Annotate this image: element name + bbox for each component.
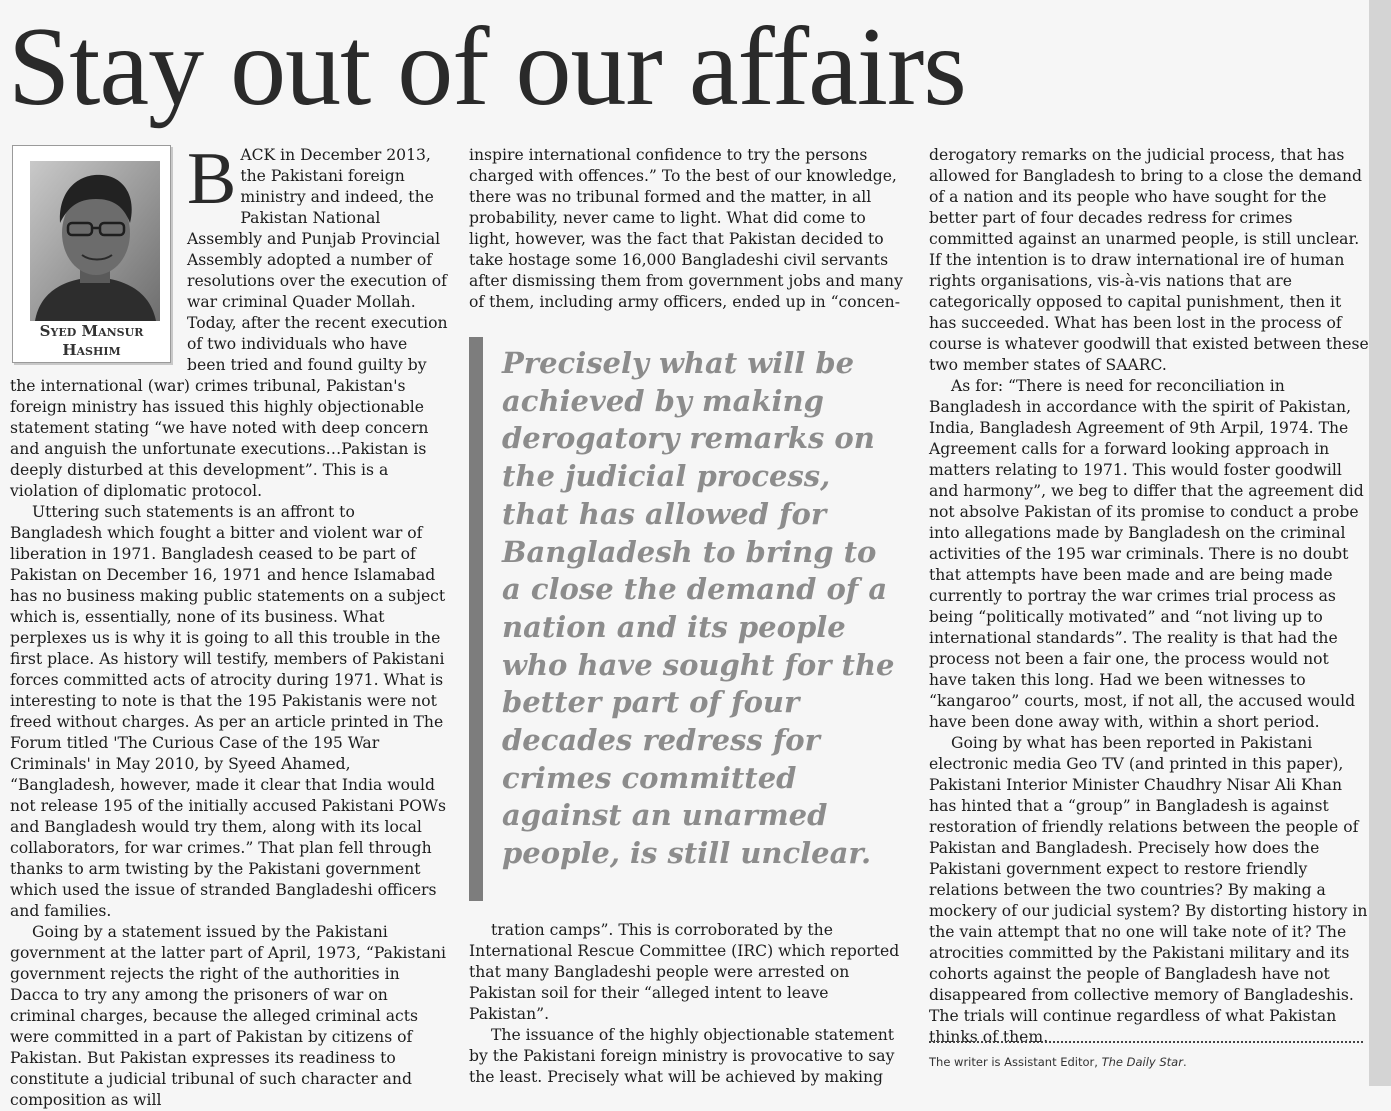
col1-paragraph: BACK in December 2013, the Pakistani foreign ministry and indeed, the Pakistan National Assembly and Punjab Provincial Assembly adopted a number of resolutions over the execution of war criminal Quader Mollah. Today, after the recent execution of two individuals who have been tried and found guilty by the international (war) crimes tribunal, Pakistan's foreign ministry has issued this highly objectionable statement stating “we have noted with deep concern and anguish the unfortunate executions…Pakistan is deeply disturbed at this development”. This is a violation of diplomatic protocol. — [10, 138, 448, 500]
pull-quote: Precisely what will be achieved by making derogatory remarks on the judicial process, that has allowed for Bangladesh to bring to a close the demand of a nation and its people who have sought for the better part of four decades redress for crimes committed against an unarmed people, is still unclear. — [469, 337, 899, 901]
col1-paragraph: Going by a statement issued by the Pakistani government at the latter part of April, 1973, “Pakistani government rejects the right of the authorities in Dacca to try any among the prisoners of war on criminal charges, because the alleged criminal acts were committed in a part of Pakistan by citizens of Pakistan. But Pakistan expresses its readiness to constitute a judicial tribunal of such character and composition as will — [10, 923, 447, 1109]
col3-paragraph: Going by what has been reported in Pakistani electronic media Geo TV (and printed in this paper), Pakistani Interior Minister Chaudhry Nisar Ali Khan has hinted that a “group” in Bangladesh is against restoration of friendly relations between the people of Pakistan and Bangladesh. Precisely how does the Pakistani government expect to restore friendly relations between the two countries? By making a mockery of our judicial system? By distorting history in the vain attempt that no one will take note of it? The atrocities committed by the Pakistani military and its cohorts against the people of Bangladesh have not disappeared from collective memory of Bangladeshis. The trials will continue regardless of what Pakistan thinks of them. — [929, 734, 1368, 1046]
col2-paragraph: inspire international confidence to try the persons charged with offences.” To the best of our knowledge, there was no tribunal formed and the matter, in all probability, never came to light. What did come to light, however, was the fact that Pakistan decided to take hostage some 16,000 Bangladeshi civil servants after dismissing them from government jobs and many of them, including army officers, ended up in “concen- — [469, 146, 903, 311]
page-edge — [1369, 0, 1391, 1086]
col1-paragraph: Uttering such statements is an affront to Bangladesh which fought a bitter and violent war of liberation in 1971. Bangladesh ceased to be part of Pakistan on December 16, 1971 and hence Islamabad has no business making public statements on a subject which is, essentially, none of its business. What perplexes us is why it is going to all this trouble in the first place. As history will testify, members of Pakistani forces committed acts of atrocity during 1971. What is interesting to note is that the 195 Pakistanis were not freed without charges. As per an article printed in The Forum titled 'The Curious Case of the 195 War Criminals' in May 2010, by Syeed Ahamed, “Bangladesh, however, made it clear that India would not release 195 of the initially accused Pakistani POWs and Bangladesh would try them, along with its local collaborators, for war crimes.” That plan fell through thanks to arm twisting by the Pakistani government which used the issue of stranded Bangladeshi officers and families. — [10, 503, 447, 920]
col3-paragraph: derogatory remarks on the judicial process, that has allowed for Bangladesh to bring to a close the demand of a nation and its people who have sought for the better part of four decades redress for crimes committed against an unarmed people, is still unclear. If the intention is to draw international ire of human rights organisations, vis-à-vis nations that are categorically opposed to capital punishment, then it has succeeded. What has been lost in the process of course is whatever goodwill that existed between these two member states of SAARC. — [929, 146, 1369, 374]
headline: Stay out of our affairs — [8, 5, 966, 129]
dotted-divider — [929, 1041, 1363, 1043]
author-box — [12, 145, 171, 363]
col2-paragraph: The issuance of the highly objectionable statement by the Pakistani foreign ministry is provocative to say the least. Precisely what will be achieved by making — [469, 1026, 895, 1086]
column-3 — [929, 145, 1369, 1048]
col2-paragraph: tration camps”. This is corroborated by the International Rescue Committee (IRC) which reported that many Bangladeshi people were arrested on Pakistan soil for their “alleged intent to leave Pakistan”. — [469, 921, 900, 1023]
column-1 — [10, 138, 448, 1111]
column-2-top — [469, 145, 907, 313]
author-name: Syed Mansur Hashim — [39, 322, 144, 359]
dropcap: B — [187, 138, 237, 220]
column-2-bottom — [469, 920, 907, 1088]
col3-paragraph: As for: “There is need for reconciliation in Bangladesh in accordance with the spirit of Pakistan, India, Bangladesh Agreement of 9th Arpil, 1974. The Agreement calls for a forward looking approach in matters relating to 1971. This would foster goodwill and harmony”, we beg to differ that the agreement did not absolve Pakistan of its promise to conduct a probe into allegations made by Bangladesh on the criminal activities of the 195 war criminals. There is no doubt that attempts have been made and are being made currently to portray the war crimes trial process as being “politically motivated” and “not living up to international standards”. The reality is that had the process not been a fair one, the process would not have taken this long. Had we been witnesses to “kangaroo” courts, most, if not all, the accused would have been done away with, within a short period. — [929, 377, 1364, 731]
author-footnote: The writer is Assistant Editor, The Daily Star. — [929, 1055, 1187, 1069]
author-photo — [30, 161, 160, 321]
